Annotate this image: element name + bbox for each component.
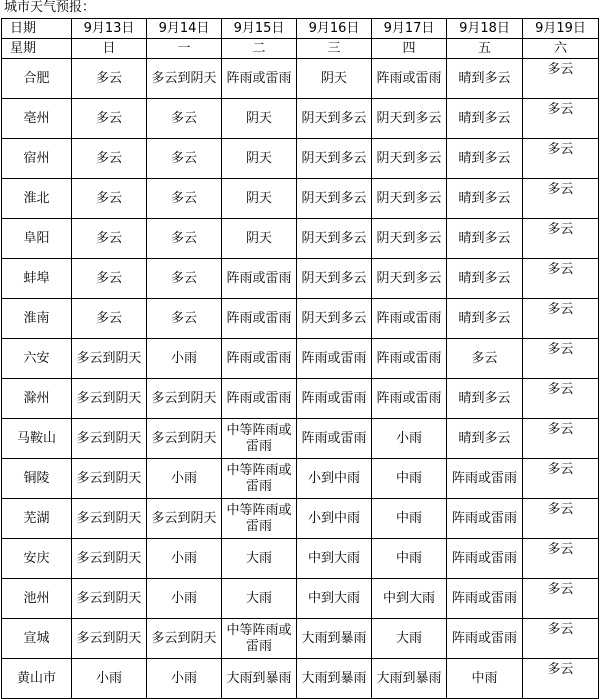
date-header-row (2, 19, 599, 39)
city-name-cell: 宣城 (2, 619, 72, 659)
forecast-cell: 阵雨或雷雨 (222, 259, 297, 299)
forecast-cell: 阴天到多云 (297, 259, 372, 299)
forecast-cell: 小雨 (147, 659, 222, 699)
city-name-cell: 淮北 (2, 179, 72, 219)
weekday-header: 五 (447, 39, 523, 59)
page-title: 城市天气预报： (4, 0, 96, 15)
forecast-cell: 中到大雨 (297, 539, 372, 579)
forecast-cell: 多云 (72, 99, 147, 139)
forecast-cell: 多云 (523, 419, 599, 459)
forecast-cell: 阵雨或雷雨 (447, 499, 523, 539)
forecast-cell: 小雨 (147, 459, 222, 499)
forecast-cell: 阵雨或雷雨 (447, 579, 523, 619)
forecast-cell: 多云到阴天 (147, 619, 222, 659)
forecast-cell: 晴到多云 (447, 99, 523, 139)
forecast-cell: 多云 (147, 299, 222, 339)
weekday-header-row (2, 39, 599, 59)
date-header: 9月16日 (297, 19, 372, 39)
forecast-cell: 多云到阴天 (72, 579, 147, 619)
forecast-cell: 晴到多云 (447, 299, 523, 339)
city-name-cell: 淮南 (2, 299, 72, 339)
forecast-cell: 晴到多云 (447, 419, 523, 459)
table-row (2, 539, 599, 579)
table-row (2, 379, 599, 419)
forecast-cell: 中到大雨 (372, 579, 447, 619)
forecast-cell: 多云到阴天 (72, 339, 147, 379)
forecast-cell: 多云 (523, 619, 599, 659)
forecast-cell: 多云 (72, 59, 147, 99)
date-header: 9月15日 (222, 19, 297, 39)
table-row (2, 419, 599, 459)
city-name-cell: 芜湖 (2, 499, 72, 539)
city-name-cell: 亳州 (2, 99, 72, 139)
weekday-header: 日 (72, 39, 147, 59)
city-name-cell: 池州 (2, 579, 72, 619)
table-row (2, 179, 599, 219)
date-header: 9月19日 (523, 19, 599, 39)
forecast-cell: 中雨 (372, 499, 447, 539)
forecast-cell: 大雨 (222, 579, 297, 619)
forecast-cell: 阵雨或雷雨 (297, 339, 372, 379)
forecast-cell: 小到中雨 (297, 459, 372, 499)
forecast-cell: 阴天 (297, 59, 372, 99)
forecast-cell: 多云 (72, 259, 147, 299)
forecast-cell: 晴到多云 (447, 59, 523, 99)
forecast-cell: 大雨 (222, 539, 297, 579)
forecast-cell: 多云到阴天 (147, 499, 222, 539)
forecast-cell: 中等阵雨或雷雨 (222, 459, 297, 499)
forecast-cell: 阵雨或雷雨 (297, 379, 372, 419)
forecast-cell: 阵雨或雷雨 (222, 379, 297, 419)
table-row (2, 459, 599, 499)
forecast-cell: 中等阵雨或雷雨 (222, 499, 297, 539)
forecast-cell: 晴到多云 (447, 139, 523, 179)
forecast-cell: 多云到阴天 (72, 459, 147, 499)
forecast-cell: 大雨 (372, 619, 447, 659)
date-header: 9月17日 (372, 19, 447, 39)
forecast-cell: 多云到阴天 (72, 539, 147, 579)
forecast-cell: 晴到多云 (447, 219, 523, 259)
weekday-label: 星期 (2, 39, 72, 59)
forecast-cell: 多云到阴天 (72, 379, 147, 419)
forecast-cell: 大雨到暴雨 (372, 659, 447, 699)
forecast-cell: 阵雨或雷雨 (372, 59, 447, 99)
forecast-cell: 多云 (72, 139, 147, 179)
weekday-header: 四 (372, 39, 447, 59)
forecast-cell: 阴天 (222, 179, 297, 219)
city-name-cell: 阜阳 (2, 219, 72, 259)
forecast-cell: 多云 (147, 99, 222, 139)
forecast-cell: 大雨到暴雨 (222, 659, 297, 699)
forecast-cell: 多云 (523, 59, 599, 99)
forecast-cell: 多云 (523, 139, 599, 179)
forecast-cell: 多云 (523, 299, 599, 339)
city-name-cell: 黄山市 (2, 659, 72, 699)
forecast-cell: 大雨到暴雨 (297, 659, 372, 699)
forecast-cell: 多云 (147, 179, 222, 219)
weekday-header: 三 (297, 39, 372, 59)
forecast-cell: 中等阵雨或雷雨 (222, 619, 297, 659)
forecast-cell: 中雨 (447, 659, 523, 699)
city-name-cell: 马鞍山 (2, 419, 72, 459)
date-label: 日期 (2, 19, 72, 39)
forecast-cell: 多云到阴天 (147, 419, 222, 459)
table-row (2, 99, 599, 139)
forecast-cell: 中雨 (372, 539, 447, 579)
forecast-cell: 小雨 (372, 419, 447, 459)
forecast-cell: 多云到阴天 (72, 619, 147, 659)
forecast-cell: 多云 (147, 259, 222, 299)
table-row (2, 259, 599, 299)
weekday-header: 一 (147, 39, 222, 59)
forecast-cell: 多云 (523, 499, 599, 539)
forecast-cell: 多云 (523, 99, 599, 139)
forecast-cell: 阴天到多云 (372, 139, 447, 179)
forecast-cell: 多云 (523, 259, 599, 299)
forecast-cell: 阴天到多云 (372, 99, 447, 139)
forecast-cell: 多云 (523, 459, 599, 499)
weekday-header: 六 (523, 39, 599, 59)
city-name-cell: 六安 (2, 339, 72, 379)
forecast-cell: 阵雨或雷雨 (447, 619, 523, 659)
city-name-cell: 宿州 (2, 139, 72, 179)
forecast-cell: 阴天到多云 (372, 219, 447, 259)
date-header: 9月13日 (72, 19, 147, 39)
forecast-cell: 多云 (72, 219, 147, 259)
forecast-cell: 阵雨或雷雨 (297, 419, 372, 459)
table-row (2, 139, 599, 179)
forecast-cell: 阵雨或雷雨 (447, 539, 523, 579)
forecast-cell: 多云到阴天 (147, 59, 222, 99)
forecast-cell: 小雨 (147, 339, 222, 379)
city-name-cell: 滁州 (2, 379, 72, 419)
forecast-cell: 中到大雨 (297, 579, 372, 619)
forecast-cell: 小到中雨 (297, 499, 372, 539)
forecast-cell: 晴到多云 (447, 259, 523, 299)
forecast-cell: 中雨 (372, 459, 447, 499)
forecast-cell: 多云到阴天 (72, 419, 147, 459)
forecast-cell: 多云 (147, 219, 222, 259)
city-name-cell: 铜陵 (2, 459, 72, 499)
city-name-cell: 安庆 (2, 539, 72, 579)
forecast-cell: 多云 (523, 659, 599, 699)
forecast-cell: 阴天到多云 (297, 179, 372, 219)
forecast-cell: 阴天 (222, 139, 297, 179)
forecast-cell: 多云 (523, 579, 599, 619)
table-row (2, 499, 599, 539)
city-name-cell: 蚌埠 (2, 259, 72, 299)
forecast-cell: 小雨 (147, 539, 222, 579)
weekday-header: 二 (222, 39, 297, 59)
forecast-cell: 多云 (523, 219, 599, 259)
forecast-cell: 多云到阴天 (72, 499, 147, 539)
forecast-cell: 多云 (447, 339, 523, 379)
forecast-cell: 阴天到多云 (372, 179, 447, 219)
forecast-cell: 阴天 (222, 219, 297, 259)
forecast-cell: 阵雨或雷雨 (372, 299, 447, 339)
table-row (2, 299, 599, 339)
table-row (2, 619, 599, 659)
forecast-cell: 阴天到多云 (297, 99, 372, 139)
forecast-cell: 多云 (72, 299, 147, 339)
forecast-cell: 多云到阴天 (147, 379, 222, 419)
forecast-cell: 多云 (523, 379, 599, 419)
forecast-cell: 多云 (72, 179, 147, 219)
forecast-cell: 多云 (147, 139, 222, 179)
forecast-cell: 多云 (523, 539, 599, 579)
forecast-cell: 阵雨或雷雨 (222, 59, 297, 99)
forecast-cell: 阴天 (222, 99, 297, 139)
forecast-cell: 小雨 (72, 659, 147, 699)
forecast-cell: 中等阵雨或雷雨 (222, 419, 297, 459)
table-row (2, 59, 599, 99)
forecast-cell: 阵雨或雷雨 (222, 299, 297, 339)
forecast-cell: 阵雨或雷雨 (372, 379, 447, 419)
forecast-cell: 晴到多云 (447, 179, 523, 219)
date-header: 9月14日 (147, 19, 222, 39)
date-header: 9月18日 (447, 19, 523, 39)
forecast-cell: 多云 (523, 179, 599, 219)
forecast-cell: 阴天到多云 (297, 139, 372, 179)
table-row (2, 579, 599, 619)
forecast-cell: 小雨 (147, 579, 222, 619)
weather-forecast-table (1, 18, 599, 699)
forecast-cell: 阴天到多云 (297, 219, 372, 259)
forecast-cell: 阵雨或雷雨 (372, 339, 447, 379)
table-row (2, 339, 599, 379)
city-name-cell: 合肥 (2, 59, 72, 99)
forecast-cell: 阵雨或雷雨 (447, 459, 523, 499)
forecast-cell: 多云 (523, 339, 599, 379)
forecast-cell: 阵雨或雷雨 (222, 339, 297, 379)
table-row (2, 219, 599, 259)
forecast-cell: 阴天到多云 (372, 259, 447, 299)
forecast-cell: 大雨到暴雨 (297, 619, 372, 659)
forecast-cell: 阴天到多云 (297, 299, 372, 339)
forecast-cell: 晴到多云 (447, 379, 523, 419)
